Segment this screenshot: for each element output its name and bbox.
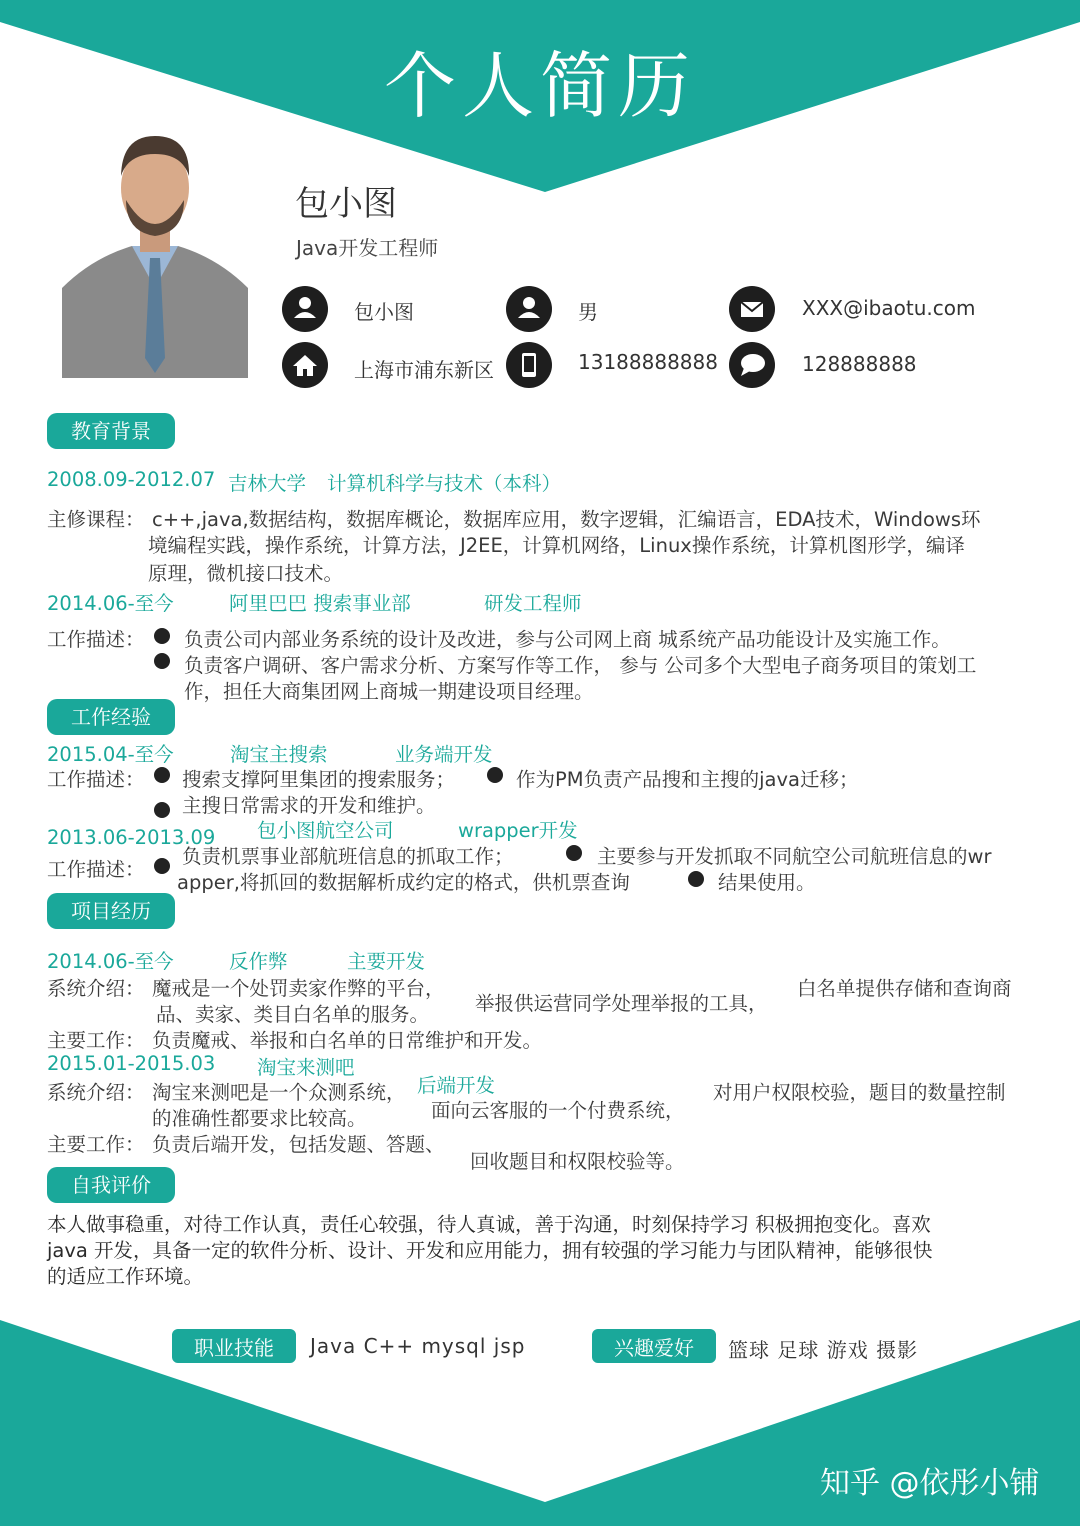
work1-period: 2015.04-至今 (47, 743, 174, 766)
bullet (688, 871, 704, 887)
info-address: 上海市浦东新区 (354, 358, 494, 382)
proj2-period: 2015.01-2015.03 (47, 1052, 216, 1075)
info-qq: 128888888 (802, 352, 917, 376)
info-name: 包小图 (354, 300, 414, 324)
hobbies-list: 篮球 足球 游戏 摄影 (728, 1338, 919, 1362)
proj2-name: 淘宝来测吧 (257, 1056, 355, 1079)
bullet (154, 628, 170, 644)
proj1-period: 2014.06-至今 (47, 950, 174, 973)
work2-company: 包小图航空公司 (257, 819, 394, 842)
courses-line: c++,java,数据结构，数据库概论，数据库应用，数字逻辑，汇编语言，EDA技术，Windows环 (152, 508, 981, 531)
proj2-intro: 对用户权限校验，题目的数量控制 (713, 1081, 1006, 1104)
work2-bullet: 主要参与开发抓取不同航空公司航班信息的wr (597, 845, 992, 868)
profile-job-title: Java开发工程师 (296, 236, 439, 260)
job1-bullet: 负责客户调研、客户需求分析、方案写作等工作， 参与 公司多个大型电子商务项目的策划工 (184, 654, 977, 677)
work2-period: 2013.06-2013.09 (47, 826, 216, 849)
self-eval-line: 的适应工作环境。 (47, 1265, 204, 1288)
job1-period: 2014.06-至今 (47, 592, 174, 615)
proj1-work-label: 主要工作： (47, 1029, 145, 1052)
mail-icon (729, 286, 775, 332)
work1-company: 淘宝主搜索 (230, 743, 328, 766)
proj2-role: 后端开发 (417, 1074, 496, 1097)
bullet (154, 858, 170, 874)
proj1-intro: 举报供运营同学处理举报的工具， (475, 992, 768, 1015)
proj2-work-label: 主要工作： (47, 1133, 145, 1156)
job1-bullet-cont: 作，担任大商集团网上商城一期建设项目经理。 (184, 680, 594, 703)
edu-period: 2008.09-2012.07 (47, 468, 216, 491)
info-phone: 13188888888 (578, 350, 718, 374)
work1-bullet: 作为PM负责产品搜和主搜的java迁移； (516, 768, 859, 791)
work1-role: 业务端开发 (395, 743, 493, 766)
bullet (487, 767, 503, 783)
watermark: 知乎 @依彤小铺 (820, 1466, 1040, 1501)
proj2-work: 回收题目和权限校验等。 (470, 1150, 685, 1173)
work1-bullet: 搜索支撑阿里集团的搜索服务； (182, 768, 456, 791)
section-education: 教育背景 (47, 413, 175, 449)
section-projects: 项目经历 (47, 893, 175, 929)
proj1-name: 反作弊 (229, 950, 288, 973)
proj2-label: 系统介绍： (47, 1081, 145, 1104)
chat-icon (729, 342, 775, 388)
page-title: 个人简历 (383, 44, 696, 128)
user-icon (506, 286, 552, 332)
home-icon (282, 342, 328, 388)
info-gender: 男 (578, 300, 598, 324)
bullet (154, 767, 170, 783)
proj2-work: 负责后端开发，包括发题、答题、 (152, 1133, 445, 1156)
profile-name: 包小图 (295, 184, 397, 224)
edu-major: 计算机科学与技术（本科） (327, 472, 562, 495)
work2-bullet: 负责机票事业部航班信息的抓取工作； (182, 845, 514, 868)
courses-label: 主修课程： (47, 508, 145, 531)
phone-icon (506, 342, 552, 388)
work2-bullet-cont: apper,将抓回的数据解析成约定的格式，供机票查询 (177, 871, 630, 894)
self-eval-line: 本人做事稳重，对待工作认真，责任心较强，待人真诚，善于沟通，时刻保持学习 积极拥抱变化。喜欢 (47, 1213, 931, 1236)
courses-line: 原理，微机接口技术。 (148, 562, 344, 585)
proj2-intro: 淘宝来测吧是一个众测系统， (152, 1081, 406, 1104)
proj1-label: 系统介绍： (47, 977, 145, 1000)
profile-photo (62, 128, 248, 378)
work2-bullet: 结果使用。 (718, 871, 816, 894)
section-self-eval: 自我评价 (47, 1167, 175, 1203)
self-eval-line: java 开发，具备一定的软件分析、设计、开发和应用能力，拥有较强的学习能力与团队精神，能够很快 (47, 1239, 933, 1262)
proj1-role: 主要开发 (347, 950, 426, 973)
bullet (566, 845, 582, 861)
skills-tag: 职业技能 (170, 1327, 298, 1365)
job1-label: 工作描述： (47, 628, 145, 651)
bullet (154, 802, 170, 818)
proj1-work: 负责魔戒、举报和白名单的日常维护和开发。 (152, 1029, 543, 1052)
bullet (154, 653, 170, 669)
proj2-intro: 的准确性都要求比较高。 (152, 1107, 367, 1130)
hobbies-tag: 兴趣爱好 (590, 1327, 718, 1365)
work1-bullet: 主搜日常需求的开发和维护。 (182, 794, 436, 817)
user-icon (282, 286, 328, 332)
proj1-intro: 白名单提供存储和查询商 (797, 977, 1012, 1000)
job1-company: 阿里巴巴 搜索事业部 (229, 592, 411, 615)
info-email[interactable]: XXX@ibaotu.com (802, 296, 976, 320)
proj1-intro: 魔戒是一个处罚卖家作弊的平台， (152, 977, 445, 1000)
edu-school: 吉林大学 (228, 472, 307, 495)
work2-label: 工作描述： (47, 858, 145, 881)
job1-role: 研发工程师 (484, 592, 582, 615)
courses-line: 境编程实践，操作系统，计算方法，J2EE，计算机网络，Linux操作系统，计算机图形学，编译 (148, 534, 965, 557)
work1-label: 工作描述： (47, 768, 145, 791)
proj2-intro: 面向云客服的一个付费系统， (431, 1099, 685, 1122)
skills-list: Java C++ mysql jsp (310, 1334, 526, 1358)
job1-bullet: 负责公司内部业务系统的设计及改进，参与公司网上商 城系统产品功能设计及实施工作。 (184, 628, 951, 651)
section-work: 工作经验 (47, 699, 175, 735)
work2-role: wrapper开发 (458, 819, 578, 842)
proj1-intro: 品、卖家、类目白名单的服务。 (156, 1003, 430, 1026)
